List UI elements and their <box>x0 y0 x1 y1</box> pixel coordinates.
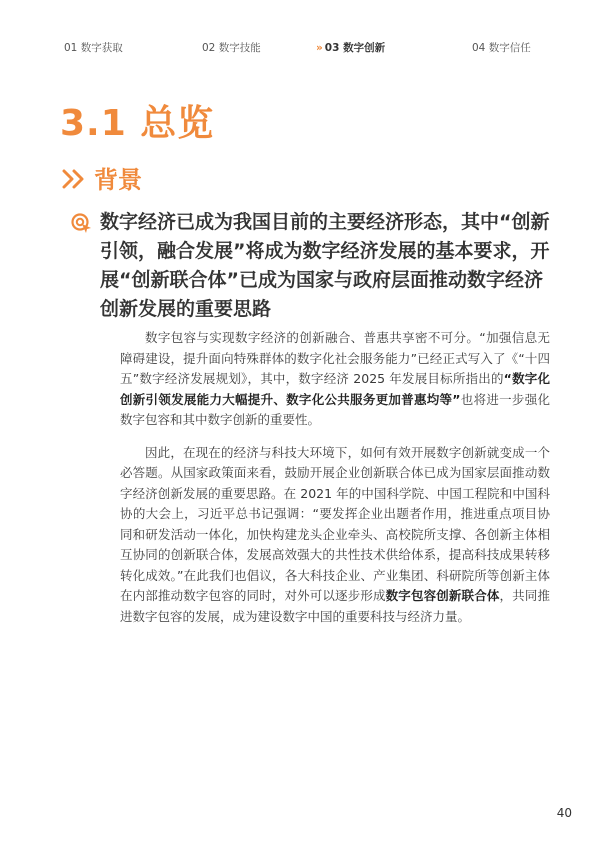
lead-statement <box>70 208 560 324</box>
nav-item-02[interactable]: 02 数字技能 <box>202 42 261 54</box>
body-text <box>120 328 550 639</box>
p1-text-c: 也将进一步强化数字包容和其中数字创新的重要性。 <box>120 391 550 427</box>
nav-item-04[interactable]: 04 数字信任 <box>472 42 531 54</box>
sub-heading <box>62 160 142 196</box>
sub-heading-label: 背景 <box>94 166 142 194</box>
active-chevron-icon: » <box>316 42 323 54</box>
lead-text: 数字经济已成为我国目前的主要经济形态，其中“创新引领，融合发展”将成为数字经济发展的基本要求，开展“创新联合体”已成为国家与政府层面推动数字经济创新发展的重要思路 <box>100 211 550 320</box>
nav-item-03-active[interactable] <box>316 40 385 55</box>
lightbulb-cursor-icon <box>70 212 94 236</box>
paragraph-2 <box>120 443 550 628</box>
p2-bold: 数字包容创新联合体 <box>385 588 500 603</box>
section-title: 3.1 总览 <box>60 103 215 144</box>
p1-bold: “数字化创新引领发展能力大幅提升、数字化公共服务更加普惠均等” <box>120 371 550 407</box>
p2-text-a: 因此，在现在的经济与科技大环境下，如何有效开展数字创新就变成一个必答题。从国家政策面来看，鼓励开展企业创新联合体已成为国家层面推动数字经济创新发展的重要思路。在 2021 年的中国科学院、中国工程院和中国科协的大会上，习近平总书记强调：“要发挥企业出题者作用，推进重点项目协同和研发活动一体化，加快构建龙头企业牵头、高校院所支撑、各创新主体相互协同的创新联合体，发展高效强大的共性技术供给体系，提高科技成果转移转化成效。”在此我们也倡议，各大科技企业、产业集团、科研院所等创新主体在内部推动数字包容的同时，对外可以逐步形成 <box>120 444 550 603</box>
nav-item-01[interactable]: 01 数字获取 <box>64 42 123 54</box>
p1-text-a: 数字包容与实现数字经济的创新融合、普惠共享密不可分。“加强信息无障碍建设，提升面向特殊群体的数字化社会服务能力”已经正式写入了《“十四五”数字经济发展规划》，其中，数字经济 2025 年发展目标所指出的 <box>120 330 550 386</box>
p2-text-c: ，共同推进数字包容的发展，成为建设数字中国的重要科技与经济力量。 <box>120 588 550 624</box>
paragraph-1 <box>120 328 550 431</box>
double-chevron-icon <box>62 168 88 196</box>
top-navigation <box>64 40 560 56</box>
nav-item-03-label: 03 数字创新 <box>324 42 386 54</box>
page-number: 40 <box>556 806 572 820</box>
